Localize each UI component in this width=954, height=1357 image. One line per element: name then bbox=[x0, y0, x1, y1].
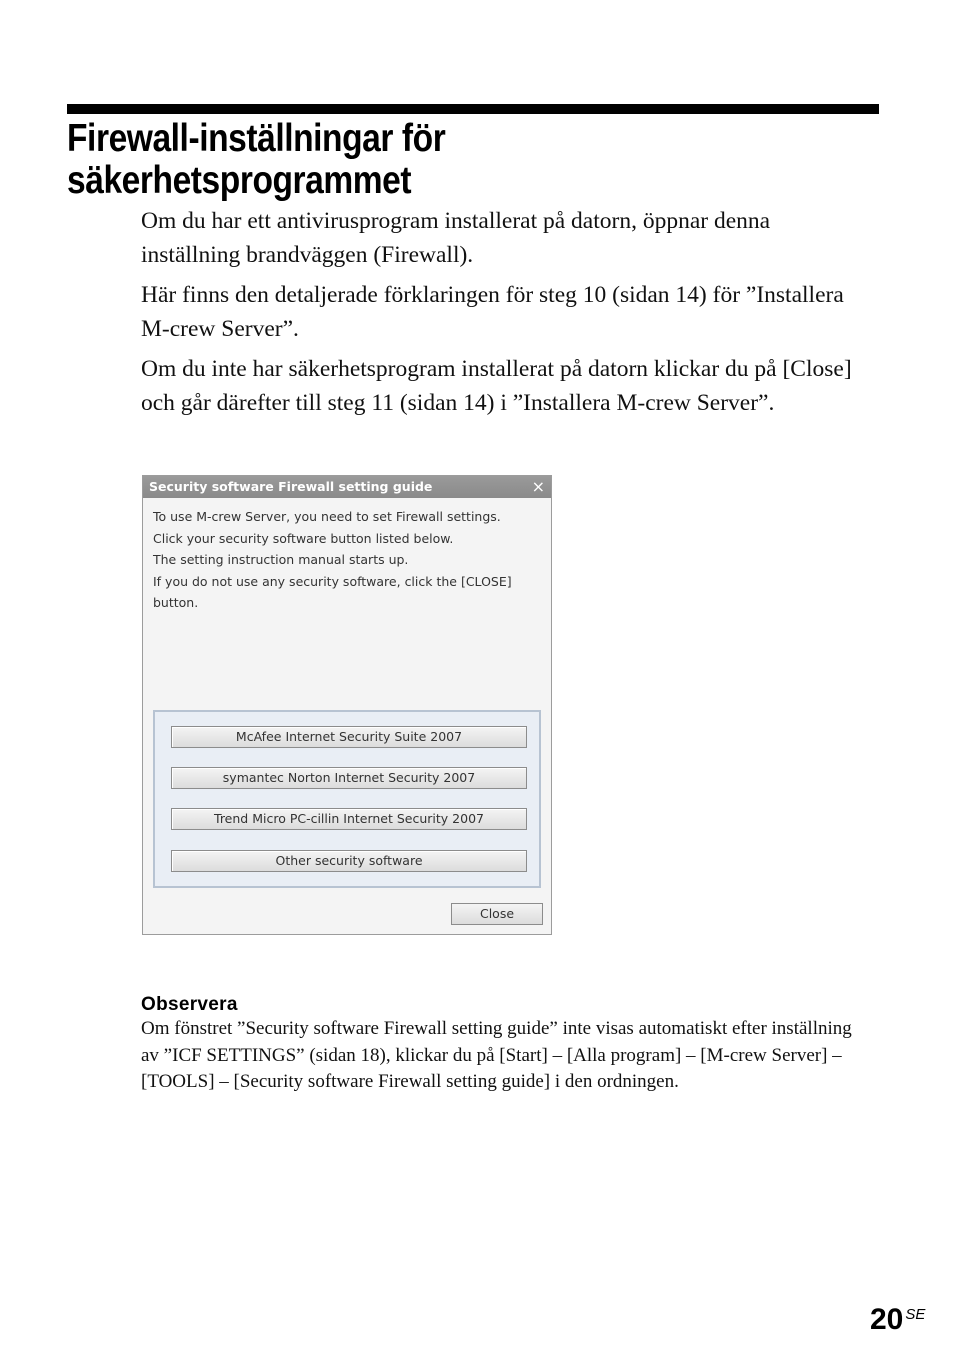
norton-button[interactable]: symantec Norton Internet Security 2007 bbox=[171, 767, 527, 789]
paragraph: Här finns den detaljerade förklaringen för steg 10 (sidan 14) för ”Installera M-crew Server”. bbox=[141, 282, 844, 342]
page-title-line2: säkerhetsprogrammet bbox=[67, 159, 412, 202]
dialog-message-line: To use M-crew Server, you need to set Firewall settings. bbox=[153, 509, 501, 524]
dialog-message-line: If you do not use any security software, click the [CLOSE] bbox=[153, 573, 512, 589]
dialog-title: Security software Firewall setting guide bbox=[149, 479, 433, 494]
trend-micro-button[interactable]: Trend Micro PC-cillin Internet Security 2007 bbox=[171, 808, 527, 830]
dialog-titlebar bbox=[143, 476, 551, 498]
page-title bbox=[67, 118, 755, 202]
paragraph: Om du inte har säkerhetsprogram installerat på datorn klickar du på [Close] och går därefter till steg 11 (sidan 14) i ”Installera M-crew Server”. bbox=[141, 356, 852, 416]
note-body: Om fönstret ”Security software Firewall setting guide” inte visas automatiskt efter inställning av ”ICF SETTINGS” (sidan 18), klickar du på [Start] – [Alla program] – [M-crew Server] – [TOOLS] – [Security software Firewall setting guide] i den ordningen. bbox=[141, 1018, 852, 1092]
note-heading: Observera bbox=[141, 994, 238, 1015]
dialog-message bbox=[153, 506, 543, 614]
paragraph: Om du har ett antivirusprogram installerat på datorn, öppnar denna inställning brandväggen (Firewall). bbox=[141, 208, 771, 268]
dialog-message-line: The setting instruction manual starts up. bbox=[153, 552, 409, 567]
body-text bbox=[141, 204, 871, 426]
page-title-line1: Firewall-inställningar för bbox=[67, 117, 446, 160]
page-number-value: 20 bbox=[870, 1303, 904, 1336]
dialog-message-line: button. bbox=[153, 595, 199, 610]
firewall-guide-dialog bbox=[142, 475, 552, 935]
other-software-button[interactable]: Other security software bbox=[171, 850, 527, 872]
close-icon[interactable]: × bbox=[531, 477, 545, 496]
page-suffix: SE bbox=[905, 1306, 926, 1323]
mcafee-button[interactable]: McAfee Internet Security Suite 2007 bbox=[171, 726, 527, 748]
title-rule bbox=[67, 104, 879, 114]
close-button[interactable]: Close bbox=[451, 903, 543, 925]
dialog-message-line: Click your security software button listed below. bbox=[153, 530, 454, 546]
security-software-button-panel bbox=[153, 710, 541, 888]
page-number bbox=[870, 1298, 925, 1337]
